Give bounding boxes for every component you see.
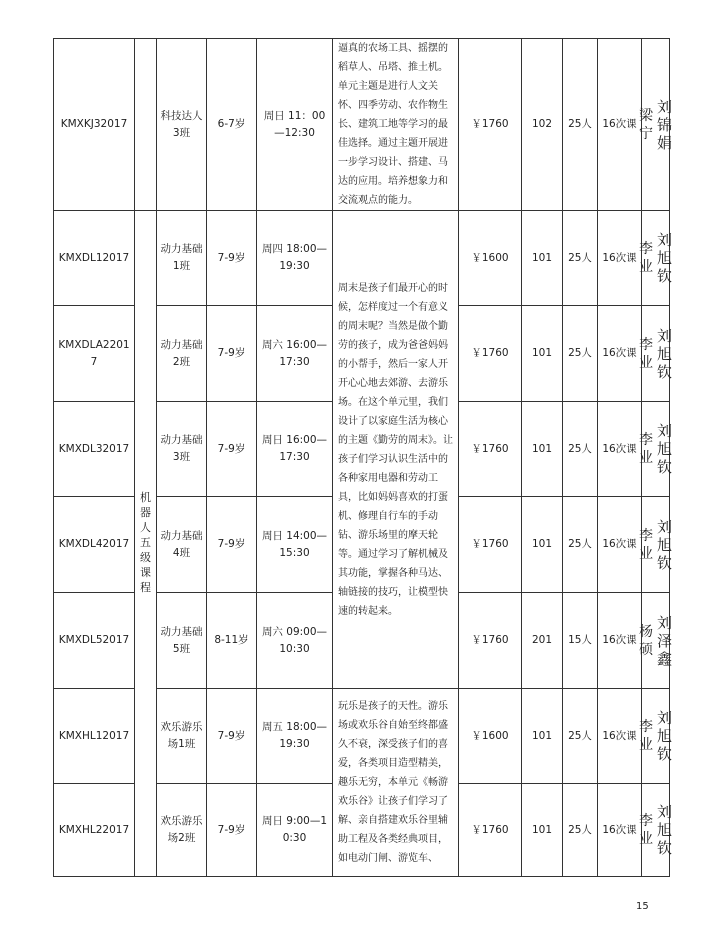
price: ￥1760 — [459, 39, 522, 211]
session-count: 16次课 — [598, 402, 642, 497]
class-name: 动力基础4班 — [157, 497, 207, 593]
teacher-primary: 刘旭钦 — [657, 422, 673, 476]
teachers — [639, 497, 673, 593]
teacher-secondary: 李业 — [639, 719, 653, 753]
category-cell-top — [135, 39, 157, 211]
teacher-secondary: 李业 — [639, 527, 653, 562]
course-table — [53, 38, 673, 877]
price: ￥1760 — [459, 784, 522, 877]
price: ￥1760 — [459, 402, 522, 497]
student-capacity: 25人 — [563, 497, 598, 593]
age-range: 7-9岁 — [207, 689, 257, 784]
teacher-secondary: 梁宁 — [639, 107, 653, 142]
table-row — [54, 211, 670, 306]
category-cell — [135, 211, 157, 877]
age-range: 7-9岁 — [207, 306, 257, 402]
teacher-primary: 刘锦娟 — [657, 97, 673, 152]
teacher-secondary: 李业 — [639, 432, 653, 466]
room: 101 — [522, 211, 563, 306]
teachers — [639, 689, 673, 784]
room: 201 — [522, 593, 563, 689]
age-range: 7-9岁 — [207, 402, 257, 497]
class-time: 周四 18:00—19:30 — [257, 211, 333, 306]
student-capacity: 25人 — [563, 306, 598, 402]
student-capacity: 25人 — [563, 784, 598, 877]
age-range: 7-9岁 — [207, 211, 257, 306]
class-name: 欢乐游乐场2班 — [157, 784, 207, 877]
class-name: 动力基础5班 — [157, 593, 207, 689]
room: 101 — [522, 784, 563, 877]
teachers — [639, 593, 673, 689]
class-code: KMXDLA22017 — [54, 306, 135, 402]
class-time: 周六 16:00—17:30 — [257, 306, 333, 402]
room: 101 — [522, 497, 563, 593]
teacher-secondary: 杨硕 — [639, 623, 653, 658]
course-description: 逼真的农场工具、摇摆的稻草人、吊塔、推土机。单元主题是进行人文关怀、四季劳动、农作物生长、建筑工地等学习的最佳选择。通过主题开展进一步学习设计、搭建、马达的应用。培养想象力和交流观点的能力。 — [333, 39, 459, 211]
age-range: 7-9岁 — [207, 497, 257, 593]
teacher-primary: 刘旭钦 — [657, 517, 673, 572]
class-name: 动力基础3班 — [157, 402, 207, 497]
teacher-primary: 刘旭钦 — [657, 709, 673, 763]
class-time: 周日 14:00—15:30 — [257, 497, 333, 593]
teacher-primary: 刘旭钦 — [657, 326, 673, 381]
class-name: 欢乐游乐场1班 — [157, 689, 207, 784]
class-time: 周六 09:00—10:30 — [257, 593, 333, 689]
session-count: 16次课 — [598, 306, 642, 402]
category-label: 机器人五级课程 — [140, 491, 151, 594]
page-number: 15 — [636, 901, 649, 912]
session-count: 16次课 — [598, 593, 642, 689]
class-time: 周日 9:00—10:30 — [257, 784, 333, 877]
room: 101 — [522, 402, 563, 497]
class-time: 周五 18:00—19:30 — [257, 689, 333, 784]
student-capacity: 15人 — [563, 593, 598, 689]
teachers — [639, 402, 673, 497]
class-name: 科技达人3班 — [157, 39, 207, 211]
price: ￥1600 — [459, 689, 522, 784]
class-name: 动力基础2班 — [157, 306, 207, 402]
teacher-primary: 刘旭钦 — [657, 231, 673, 285]
room: 102 — [522, 39, 563, 211]
age-range: 8-11岁 — [207, 593, 257, 689]
student-capacity: 25人 — [563, 402, 598, 497]
class-time: 周日 16:00—17:30 — [257, 402, 333, 497]
room: 101 — [522, 689, 563, 784]
session-count: 16次课 — [598, 211, 642, 306]
teacher-primary: 刘泽鑫 — [657, 613, 673, 668]
teachers — [639, 306, 673, 402]
teachers — [639, 211, 673, 306]
teachers — [639, 39, 673, 211]
class-time: 周日 11：00—12:30 — [257, 39, 333, 211]
course-description: 玩乐是孩子的天性。游乐场或欢乐谷自始至终都盛久不衰，深受孩子们的喜爱，各类项目造型精美，趣乐无穷，本单元《畅游欢乐谷》让孩子们学习了解、亲自搭建欢乐谷里辅助工程及各类经典项目，如电动门闸、游览车、 — [333, 689, 459, 877]
session-count: 16次课 — [598, 39, 642, 211]
student-capacity: 25人 — [563, 211, 598, 306]
age-range: 6-7岁 — [207, 39, 257, 211]
teacher-secondary: 李业 — [639, 336, 653, 371]
teacher-secondary: 李业 — [639, 241, 653, 275]
class-code: KMXKJ32017 — [54, 39, 135, 211]
teacher-secondary: 李业 — [639, 813, 653, 847]
table-row — [54, 39, 670, 211]
session-count: 16次课 — [598, 784, 642, 877]
session-count: 16次课 — [598, 497, 642, 593]
class-code: KMXDL42017 — [54, 497, 135, 593]
class-name: 动力基础1班 — [157, 211, 207, 306]
class-code: KMXDL52017 — [54, 593, 135, 689]
room: 101 — [522, 306, 563, 402]
student-capacity: 25人 — [563, 689, 598, 784]
class-code: KMXHL12017 — [54, 689, 135, 784]
price: ￥1760 — [459, 593, 522, 689]
price: ￥1760 — [459, 497, 522, 593]
price: ￥1600 — [459, 211, 522, 306]
age-range: 7-9岁 — [207, 784, 257, 877]
course-description: 周末是孩子们最开心的时候，怎样度过一个有意义的周末呢？当然是做个勤劳的孩子，成为爸爸妈妈的小帮手，然后一家人开开心心地去郊游、去游乐场。在这个单元里，我们设计了以家庭生活为核心的主题《勤劳的周末》。让孩子们学习认识生活中的各种家用电器和劳动工具，比如妈妈喜欢的打蛋机、修理自行车的手动钻、游乐场里的摩天轮等。通过学习了解机械及其功能，掌握各种马达、轴链接的技巧，让模型快速的转起来。 — [333, 211, 459, 689]
teacher-primary: 刘旭钦 — [657, 803, 673, 857]
class-code: KMXDL12017 — [54, 211, 135, 306]
session-count: 16次课 — [598, 689, 642, 784]
price: ￥1760 — [459, 306, 522, 402]
class-code: KMXDL32017 — [54, 402, 135, 497]
teachers — [639, 784, 673, 877]
student-capacity: 25人 — [563, 39, 598, 211]
class-code: KMXHL22017 — [54, 784, 135, 877]
